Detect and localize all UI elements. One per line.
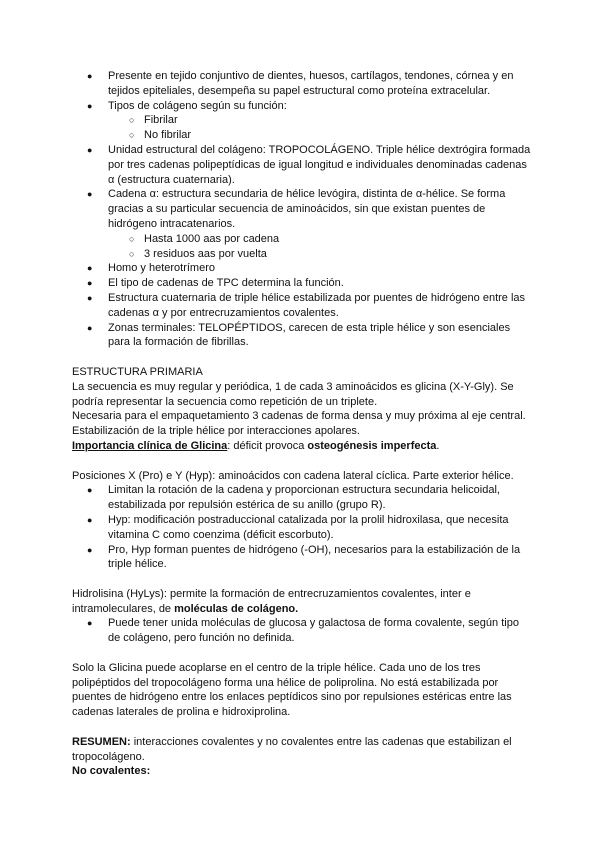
list-item (72, 261, 532, 276)
hidrolisina-text: Hidrolisina (HyLys): permite la formación de entrecruzamientos covalentes, inter e intramoleculares, de (72, 587, 471, 615)
sub-list-item (72, 113, 532, 128)
no-covalentes-heading (72, 764, 532, 779)
list-item-text: Zonas terminales: TELOPÉPTIDOS, carecen de esta triple hélice y son esenciales para la formación de fibrillas. (108, 321, 511, 349)
no-covalentes-label: No covalentes: (72, 765, 151, 778)
list-item (72, 99, 532, 143)
sub-list-item-text: No fibrilar (144, 129, 192, 142)
list-item-text: Puede tener unida moléculas de glucosa y galactosa de forma covalente, según tipo de colágeno, pero función no definida. (108, 617, 519, 645)
spacer (72, 454, 532, 469)
sub-list-item (72, 247, 532, 262)
paragraph-importancia (72, 439, 532, 454)
resumen-label: RESUMEN: (72, 735, 131, 748)
list-item-text: Tipos de colágeno según su función: (108, 99, 287, 112)
sub-list-item (72, 232, 532, 247)
list-item (72, 69, 532, 99)
list-item (72, 187, 532, 261)
spacer (72, 350, 532, 365)
sub-list (108, 113, 532, 143)
paragraph: Necesaria para el empaquetamiento 3 cadenas de forma densa y muy próxima al eje central. Estabilización de la triple hélice por interacciones apolares. (72, 410, 526, 438)
document-body (72, 69, 532, 779)
importancia-text: : déficit provoca (227, 439, 308, 452)
paragraph-posiciones: Posiciones X (Pro) e Y (Hyp): aminoácidos con cadena lateral cíclica. Parte exterior hélice. (72, 469, 514, 482)
list-item-text: Limitan la rotación de la cadena y proporcionan estructura secundaria helicoidal, estabilizada por repulsión estérica de su anillo (grupo R). (108, 484, 500, 512)
importancia-end: . (436, 439, 440, 452)
resumen-text: interacciones covalentes y no covalentes entre las cadenas que estabilizan el tropocolágeno. (72, 735, 512, 763)
intro-bullet-list (72, 69, 532, 350)
list-item-text: Presente en tejido conjuntivo de dientes, huesos, cartílagos, tendones, córnea y en tejidos epiteliales, desempeña su papel estructural como proteína extracelular. (108, 70, 514, 97)
list-item-text: Unidad estructural del colágeno: TROPOCOLÁGENO. Triple hélice dextrógira formada por tres cadenas polipeptídicas de igual longitud e individuales denominadas cadenas α (estructura cuaternaria). (108, 143, 531, 186)
posiciones-bullet-list (72, 483, 532, 572)
list-item (72, 143, 532, 187)
list-item-text: Estructura cuaternaria de triple hélice estabilizada por puentes de hidrógeno entre las cadenas α y por entrecruzamientos covalentes. (108, 291, 526, 319)
paragraph: La secuencia es muy regular y periódica, 1 de cada 3 aminoácidos es glicina (X-Y-Gly). Se podría representar la secuencia como repetición de un triplete. (72, 380, 514, 408)
sub-list-item-text: Hasta 1000 aas por cadena (144, 232, 280, 245)
list-item (72, 616, 532, 646)
spacer (72, 646, 532, 661)
sub-list (108, 232, 532, 262)
list-item (72, 543, 532, 573)
paragraph-glicina: Solo la Glicina puede acoplarse en el centro de la triple hélice. Cada uno de los tres polipéptidos del tropocolágeno forma una hélice de poliprolina. No está estabilizada por puentes de hidrógeno entre los enlaces peptídicos sino por repulsiones estéricas entre las cadenas laterales de prolina e hidroxiprolina. (72, 661, 512, 719)
spacer (72, 572, 532, 587)
list-item-text: Homo y heterotrímero (108, 262, 215, 275)
list-item (72, 483, 532, 513)
paragraph-resumen (72, 735, 532, 765)
sub-list-item-text: Fibrilar (144, 114, 178, 127)
hidrolisina-bold: moléculas de colágeno. (174, 602, 299, 615)
list-item-text: Hyp: modificación postraduccional catalizada por la prolil hidroxilasa, que necesita vitamina C como coenzima (déficit escorbuto). (108, 513, 509, 541)
list-item (72, 276, 532, 291)
paragraph-hidrolisina (72, 587, 532, 617)
importancia-label: Importancia clínica de Glicina (72, 439, 228, 452)
importancia-bold: osteogénesis imperfecta (307, 439, 437, 452)
list-item (72, 291, 532, 321)
spacer (72, 720, 532, 735)
section-heading-estructura: ESTRUCTURA PRIMARIA (72, 365, 203, 378)
list-item-text: Pro, Hyp forman puentes de hidrógeno (-OH), necesarios para la estabilización de la triple hélice. (108, 543, 521, 571)
list-item-text: El tipo de cadenas de TPC determina la función. (108, 277, 344, 290)
list-item-text: Cadena α: estructura secundaria de hélice levógira, distinta de α-hélice. Se forma gracias a su particular secuencia de aminoácidos, sin que existan puentes de hidrógeno intracatenarios. (108, 188, 506, 230)
sub-list-item-text: 3 residuos aas por vuelta (144, 247, 267, 260)
list-item (72, 321, 532, 351)
hidrolisina-bullet-list (72, 616, 532, 646)
list-item (72, 513, 532, 543)
sub-list-item (72, 128, 532, 143)
